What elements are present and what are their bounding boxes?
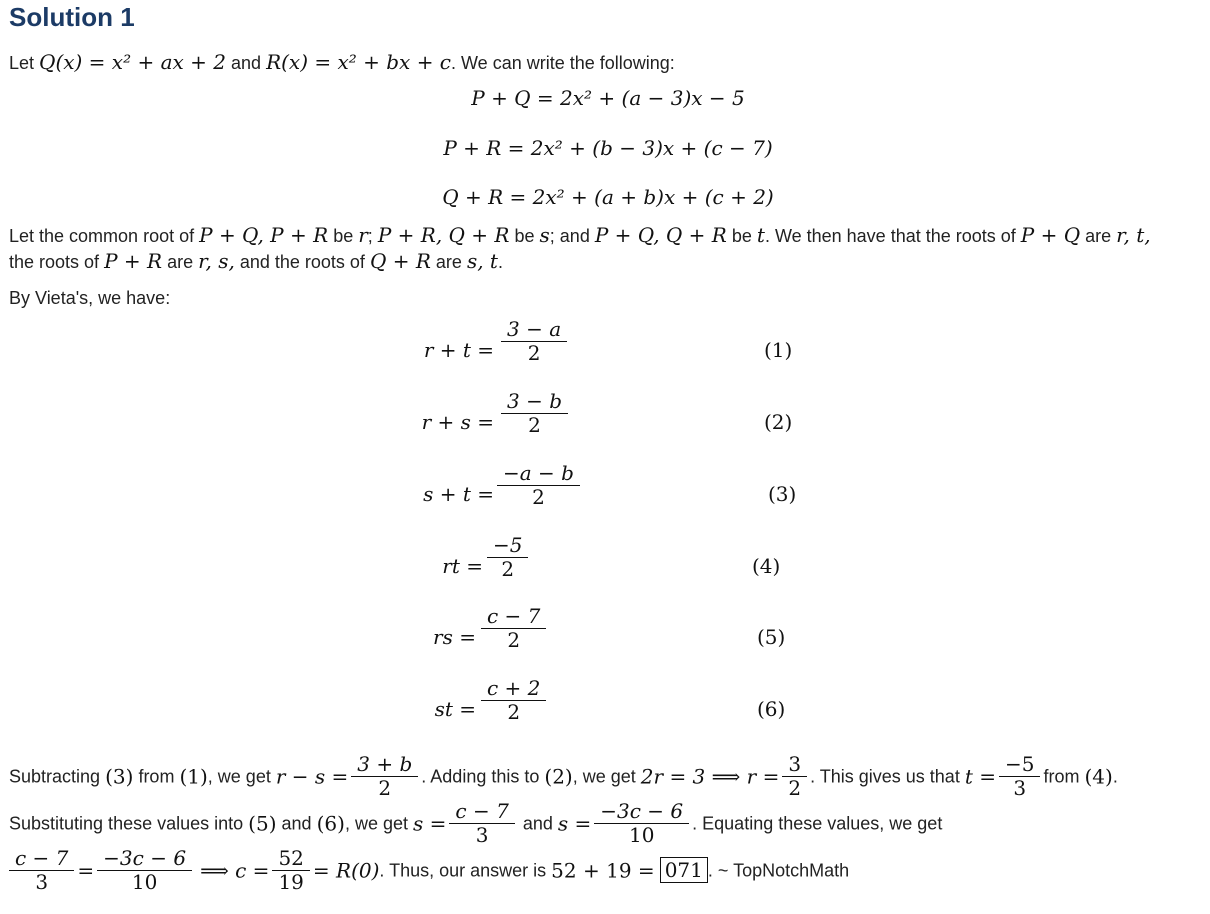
roots-text: . (497, 252, 503, 272)
line-math: 2r = 3 ⟹ r = (640, 764, 780, 789)
vieta-fraction (487, 534, 528, 581)
line-text: . Thus, our answer is (379, 860, 547, 881)
vieta-intro: By Vieta's, we have: (9, 288, 171, 308)
roots-math: t (756, 223, 765, 247)
sum-equation-qr: Q + R = 2x² + (a + b)x + (c + 2) (442, 185, 774, 209)
line-math: (1) (179, 764, 208, 789)
roots-text: are (435, 252, 462, 272)
denominator: 3 (1013, 775, 1027, 800)
line-math: s = (413, 811, 447, 836)
denominator: 2 (788, 775, 802, 800)
line-math: = (77, 858, 95, 883)
equation-tag: (2) (764, 410, 793, 434)
roots-math: P + R (104, 249, 163, 273)
vieta-denominator: 2 (532, 485, 545, 509)
line-text: . Equating these values, we get (692, 813, 943, 834)
numerator: c − 7 (449, 800, 514, 824)
vieta-row (0, 534, 1210, 596)
vieta-numerator: 3 − b (501, 390, 568, 414)
vieta-denominator: 2 (507, 700, 521, 724)
roots-text: be (514, 226, 535, 246)
equation-tag: (3) (768, 482, 797, 506)
line-math: (3) (105, 764, 134, 789)
roots-math: s, t (466, 249, 498, 273)
vieta-lhs: st = (434, 697, 476, 721)
vieta-denominator: 2 (501, 557, 515, 581)
numerator: 3 + b (351, 753, 418, 777)
line-text: . ~ TopNotchMath (707, 860, 850, 881)
vieta-numerator: 3 − a (501, 318, 567, 342)
solution-title: Solution 1 (9, 2, 135, 32)
roots-text: be (333, 226, 354, 246)
numerator: 52 (272, 847, 309, 871)
numerator: −3c − 6 (594, 800, 689, 824)
fraction (782, 753, 807, 800)
equation-tag: (6) (757, 697, 786, 721)
line-text: . Adding this to (421, 766, 540, 787)
line-math: (5) (248, 811, 277, 836)
fraction (594, 800, 689, 847)
vieta-numerator: −a − b (497, 462, 580, 486)
fraction (9, 847, 74, 894)
roots-text: Let the common root of (9, 226, 195, 246)
fraction (999, 753, 1040, 800)
intro-after: . We can write the following: (451, 53, 675, 73)
roots-math: r, s, (198, 249, 235, 273)
r-definition: R(x) = x² + bx + c (266, 50, 452, 74)
roots-text: . We then have that the roots of (764, 226, 1016, 246)
line-text: , we get (572, 766, 636, 787)
vieta-fraction (501, 390, 568, 437)
fraction (449, 800, 514, 847)
sum-equation-pr: P + R = 2x² + (b − 3)x + (c − 7) (443, 136, 773, 160)
roots-line-2 (9, 249, 503, 273)
roots-text: the roots of (9, 252, 100, 272)
line-text: Substituting these values into (9, 813, 244, 834)
line-text: . This gives us that (810, 766, 960, 787)
vieta-numerator: c + 2 (481, 677, 546, 701)
line-text: from (1043, 766, 1080, 787)
vieta-denominator: 2 (507, 628, 521, 652)
roots-math: Q + R (369, 249, 431, 273)
intro-and: and (231, 53, 262, 73)
roots-math: P + R, Q + R (377, 223, 510, 247)
roots-text: are (167, 252, 194, 272)
roots-math: r (358, 223, 368, 247)
line-text: and (522, 813, 553, 834)
vieta-denominator: 2 (528, 413, 541, 437)
denominator: 19 (278, 869, 304, 894)
line-text: , we get (207, 766, 271, 787)
roots-text: ; (367, 226, 373, 246)
vieta-fraction (481, 605, 546, 652)
vieta-row (0, 605, 1210, 667)
equation-tag: (1) (764, 338, 793, 362)
vieta-denominator: 2 (527, 341, 541, 365)
line-math: (4) (1084, 764, 1113, 789)
denominator: 3 (35, 869, 49, 894)
q-definition: Q(x) = x² + ax + 2 (39, 50, 226, 74)
roots-line-1 (9, 223, 1151, 247)
roots-math: P + Q, Q + R (594, 223, 727, 247)
denominator: 10 (628, 822, 655, 847)
equation-tag: (4) (752, 554, 781, 578)
sum-equation-pq: P + Q = 2x² + (a − 3)x − 5 (471, 86, 745, 110)
vieta-lhs: r + s = (421, 410, 494, 434)
roots-math: r, t, (1116, 223, 1151, 247)
line-math: (6) (316, 811, 345, 836)
line-text: Subtracting (9, 766, 101, 787)
roots-text: be (731, 226, 752, 246)
fraction (97, 847, 192, 894)
vieta-row (0, 390, 1210, 452)
roots-math: P + Q, P + R (199, 223, 329, 247)
vieta-lhs: rs = (433, 625, 476, 649)
numerator: −5 (999, 753, 1040, 777)
numerator: 3 (782, 753, 807, 777)
line-math: (2) (544, 764, 573, 789)
line-math: t = (964, 764, 996, 789)
vieta-fraction (481, 677, 546, 724)
vieta-fraction (497, 462, 580, 509)
denominator: 10 (131, 869, 158, 894)
vieta-numerator: c − 7 (481, 605, 546, 629)
intro-line (9, 50, 675, 74)
fraction (351, 753, 418, 800)
equation-tag: (5) (757, 625, 786, 649)
vieta-lhs: r + t = (423, 338, 494, 362)
roots-text: and the roots of (239, 252, 365, 272)
vieta-fraction (501, 318, 567, 365)
line-math: s = (557, 811, 592, 836)
fraction (272, 847, 309, 894)
line-text: . (1112, 766, 1118, 787)
line-text: from (138, 766, 175, 787)
intro-let: Let (9, 53, 35, 73)
line-math: 52 + 19 = (551, 858, 655, 883)
line-text: and (281, 813, 312, 834)
numerator: c − 7 (9, 847, 74, 871)
vieta-row (0, 318, 1210, 380)
denominator: 3 (475, 822, 489, 847)
roots-text: ; and (549, 226, 590, 246)
boxed-answer: 071 (660, 857, 708, 883)
numerator: −3c − 6 (97, 847, 192, 871)
roots-math: P + Q (1020, 223, 1081, 247)
line-math: = R(0) (312, 858, 380, 883)
roots-text: are (1085, 226, 1112, 246)
solve-line-3 (9, 841, 849, 898)
roots-math: s (539, 223, 550, 247)
line-math: ⟹ c = (200, 858, 270, 883)
vieta-row (0, 677, 1210, 739)
vieta-lhs: s + t = (423, 482, 494, 506)
vieta-row (0, 462, 1210, 524)
vieta-numerator: −5 (487, 534, 528, 558)
line-math: r − s = (275, 764, 349, 789)
vieta-lhs: rt = (442, 554, 483, 578)
line-text: , we get (344, 813, 408, 834)
denominator: 2 (378, 775, 392, 800)
